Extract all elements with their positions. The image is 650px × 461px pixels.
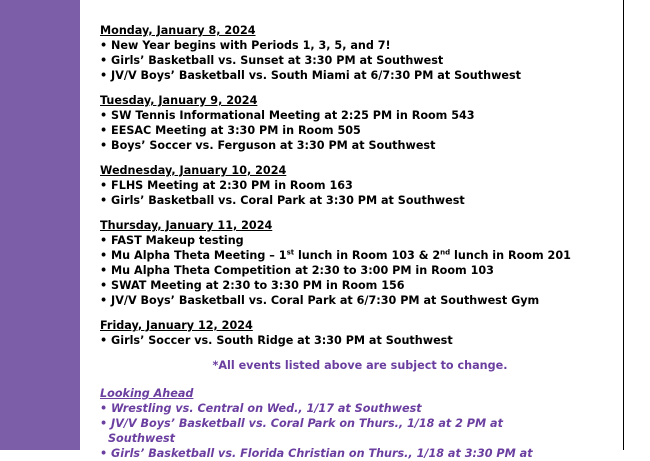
announcements-body (100, 23, 620, 461)
event-item: • New Year begins with Periods 1, 3, 5, and 7! (100, 38, 620, 53)
sidebar-accent (0, 0, 80, 450)
day-thursday (100, 218, 620, 308)
day-title: Wednesday, January 10, 2024 (100, 164, 287, 177)
looking-ahead-title: Looking Ahead (100, 387, 194, 400)
upcoming-event: • Wrestling vs. Central on Wed., 1/17 at Southwest (100, 401, 620, 416)
day-title: Tuesday, January 9, 2024 (100, 94, 258, 107)
event-item: • Girls’ Soccer vs. South Ridge at 3:30 PM at Southwest (100, 333, 620, 348)
day-wednesday (100, 163, 620, 208)
event-text: lunch in Room 201 (450, 249, 571, 262)
event-item: • Girls’ Basketball vs. Coral Park at 3:30 PM at Southwest (100, 193, 620, 208)
ordinal-suffix: st (286, 248, 295, 257)
day-tuesday (100, 93, 620, 153)
upcoming-event: • Girls’ Basketball vs. Florida Christian on Thurs., 1/18 at 3:30 PM at (100, 446, 620, 461)
event-text: Mu Alpha Theta Meeting – 1 (111, 249, 287, 262)
change-notice: *All events listed above are subject to change. (212, 359, 508, 372)
event-item: • FAST Makeup testing (100, 233, 620, 248)
event-item: • Girls’ Basketball vs. Sunset at 3:30 PM at Southwest (100, 53, 620, 68)
day-title: Monday, January 8, 2024 (100, 24, 256, 37)
event-item: • EESAC Meeting at 3:30 PM in Room 505 (100, 123, 620, 138)
day-friday (100, 318, 620, 348)
upcoming-event-continued: Southwest (108, 432, 175, 445)
event-item (100, 248, 620, 263)
page-border-line (623, 0, 624, 450)
event-item: • FLHS Meeting at 2:30 PM in Room 163 (100, 178, 620, 193)
event-item: • JV/V Boys’ Basketball vs. Coral Park at 6/7:30 PM at Southwest Gym (100, 293, 620, 308)
event-text: lunch in Room 103 & 2 (294, 249, 441, 262)
day-title: Thursday, January 11, 2024 (100, 219, 273, 232)
event-item: • JV/V Boys’ Basketball vs. South Miami at 6/7:30 PM at Southwest (100, 68, 620, 83)
event-item: • SWAT Meeting at 2:30 to 3:30 PM in Room 156 (100, 278, 620, 293)
event-item: • Boys’ Soccer vs. Ferguson at 3:30 PM at Southwest (100, 138, 620, 153)
day-title: Friday, January 12, 2024 (100, 319, 253, 332)
event-item: • Mu Alpha Theta Competition at 2:30 to 3:00 PM in Room 103 (100, 263, 620, 278)
event-item: • SW Tennis Informational Meeting at 2:25 PM in Room 543 (100, 108, 620, 123)
day-monday (100, 23, 620, 83)
ordinal-suffix: nd (440, 248, 451, 257)
upcoming-event: • JV/V Boys’ Basketball vs. Coral Park on Thurs., 1/18 at 2 PM at (100, 416, 620, 431)
